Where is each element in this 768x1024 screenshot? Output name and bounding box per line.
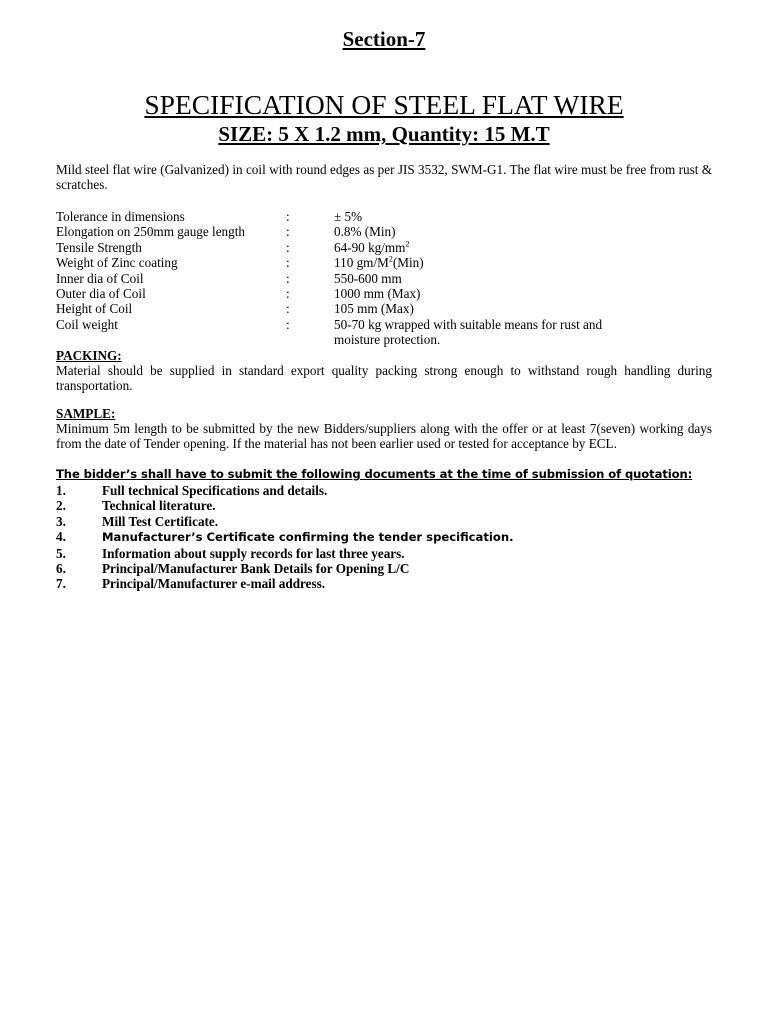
list-item-text: Principal/Manufacturer e-mail address. [102, 576, 326, 592]
spec-label: Height of Coil [56, 301, 133, 317]
spec-value-text: 64-90 kg/mm [334, 239, 406, 255]
spec-separator: : [286, 316, 290, 332]
list-item-number: 4. [56, 529, 66, 545]
spec-row [56, 255, 712, 270]
list-item-number: 3. [56, 513, 66, 529]
list-item-text: Manufacturer’s Certificate confirming the tender specification. [102, 530, 514, 545]
spec-value: 1000 mm (Max) [334, 286, 421, 302]
list-item-number: 6. [56, 561, 66, 577]
list-item-number: 5. [56, 545, 66, 561]
spec-value: 550-600 mm [334, 270, 402, 286]
packing-heading: PACKING: [56, 348, 122, 363]
list-item-text: Technical literature. [102, 498, 216, 514]
documents-list [56, 483, 712, 592]
spec-row [56, 224, 712, 239]
spec-separator: : [286, 239, 290, 255]
spec-value [334, 255, 712, 270]
list-item-text: Full technical Specifications and details. [102, 483, 328, 498]
list-item-number: 7. [56, 576, 66, 592]
spec-label: Elongation on 250mm gauge length [56, 224, 245, 240]
spec-label: Inner dia of Coil [56, 270, 144, 286]
page-title: SPECIFICATION OF STEEL FLAT WIRE [144, 89, 624, 120]
spec-separator: : [286, 301, 290, 317]
spec-row [56, 271, 712, 286]
spec-separator: : [286, 209, 290, 224]
spec-label: Coil weight [56, 316, 118, 332]
spec-value: 105 mm (Max) [334, 301, 414, 317]
spec-row [56, 209, 712, 224]
list-item-text: Mill Test Certificate. [102, 513, 219, 529]
spec-separator: : [286, 224, 290, 240]
list-item-number: 2. [56, 498, 66, 514]
spec-value [334, 317, 712, 348]
spec-value-superscript: 2 [405, 239, 410, 249]
spec-label: Weight of Zinc coating [56, 255, 178, 271]
list-item-number: 1. [56, 483, 66, 498]
spec-value: ± 5% [334, 209, 363, 224]
spec-value: 0.8% (Min) [334, 224, 396, 240]
specification-table [56, 209, 712, 348]
sample-heading: SAMPLE: [56, 406, 116, 421]
spec-value-text: 110 gm/M [334, 255, 389, 271]
spec-label: Tolerance in dimensions [56, 209, 185, 224]
list-item [56, 498, 712, 513]
spec-label: Tensile Strength [56, 239, 142, 255]
documents-heading: The bidder’s shall have to submit the following documents at the time of submission of quotation: [56, 467, 693, 481]
spec-row [56, 240, 712, 255]
spec-row [56, 286, 712, 301]
list-item-text: Principal/Manufacturer Bank Details for Opening L/C [102, 561, 410, 577]
spec-value-line: 50-70 kg wrapped with suitable means for rust and [334, 316, 603, 332]
list-item-text: Information about supply records for last three years. [102, 545, 405, 561]
spec-separator: : [286, 270, 290, 286]
spec-separator: : [286, 255, 290, 271]
list-item [56, 576, 712, 591]
list-item [56, 546, 712, 561]
section-heading: Section-7 [342, 27, 426, 51]
size-quantity-subtitle: SIZE: 5 X 1.2 mm, Quantity: 15 M.T [218, 122, 550, 146]
spec-row [56, 301, 712, 316]
spec-value-continuation: moisture protection. [334, 332, 441, 348]
list-item [56, 529, 712, 545]
intro-paragraph: Mild steel flat wire (Galvanized) in coil with round edges as per JIS 3532, SWM-G1. The flat wire must be free from rust & scratches. [56, 162, 712, 193]
spec-row [56, 317, 712, 348]
spec-value-suffix: (Min) [392, 255, 424, 271]
spec-value-superscript: 2 [388, 254, 393, 264]
packing-paragraph: Material should be supplied in standard export quality packing strong enough to withstand rough handling during transportation. [56, 363, 712, 394]
sample-paragraph: Minimum 5m length to be submitted by the new Bidders/suppliers along with the offer or at least 7(seven) working days from the date of Tender opening. If the material has not been earlier used or tested for acceptance by ECL. [56, 421, 712, 452]
list-item [56, 514, 712, 529]
spec-label: Outer dia of Coil [56, 286, 146, 302]
spec-separator: : [286, 286, 290, 302]
list-item [56, 483, 712, 498]
list-item [56, 561, 712, 576]
spec-value [334, 240, 712, 255]
